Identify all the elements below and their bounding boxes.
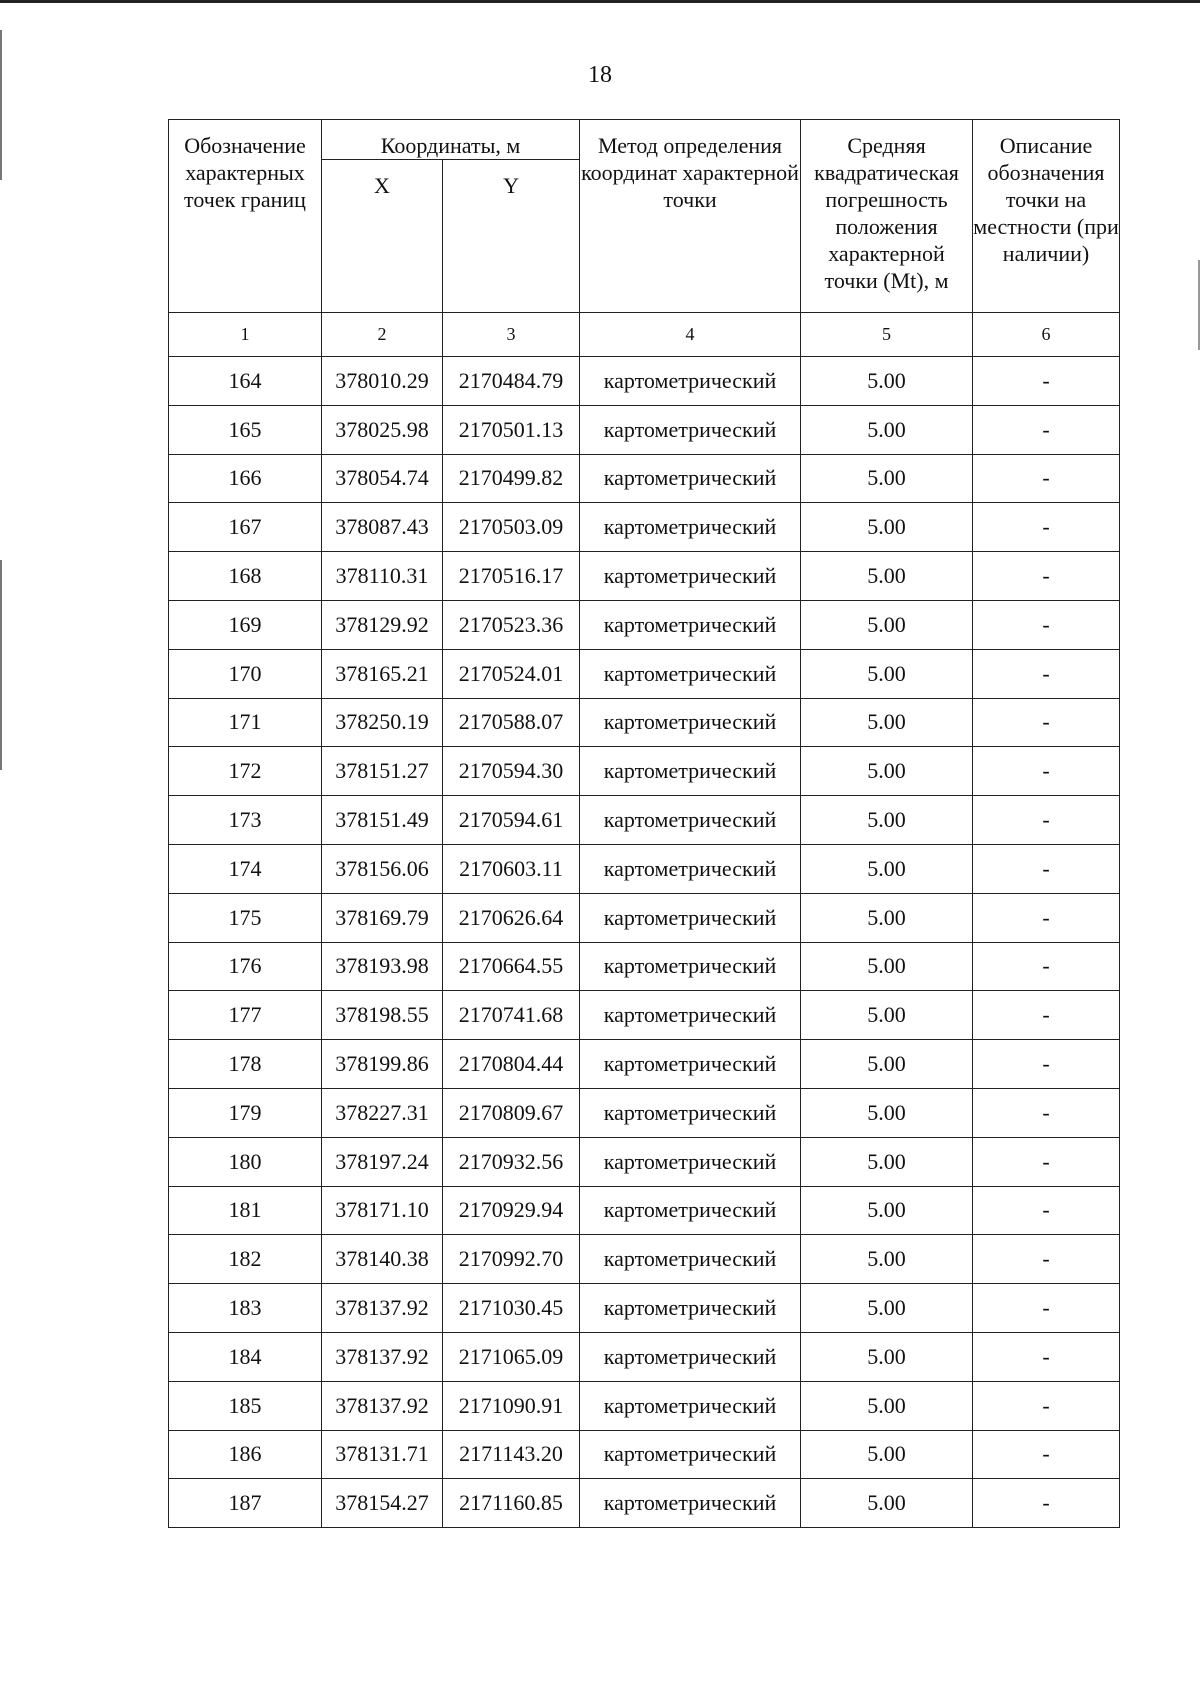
table-row [169,649,1120,698]
cell-point: 172 [169,747,322,796]
cell-description: - [973,942,1120,991]
cell-point: 170 [169,649,322,698]
cell-description: - [973,1381,1120,1430]
table-row [169,991,1120,1040]
header-description: Описание обозначения точки на местности (при наличии) [973,120,1120,313]
cell-method: картометрический [580,405,801,454]
cell-description: - [973,1088,1120,1137]
column-number: 4 [580,313,801,357]
cell-error: 5.00 [801,747,973,796]
column-number: 2 [322,313,443,357]
cell-description: - [973,991,1120,1040]
cell-method: картометрический [580,357,801,406]
cell-description: - [973,1332,1120,1381]
cell-description: - [973,747,1120,796]
cell-error: 5.00 [801,552,973,601]
cell-point: 173 [169,796,322,845]
cell-point: 183 [169,1284,322,1333]
cell-y: 2170741.68 [443,991,580,1040]
cell-description: - [973,1186,1120,1235]
cell-method: картометрический [580,942,801,991]
cell-y: 2170992.70 [443,1235,580,1284]
cell-x: 378193.98 [322,942,443,991]
header-method: Метод определения координат характерной точки [580,120,801,313]
cell-y: 2171143.20 [443,1430,580,1479]
table-row [169,1186,1120,1235]
cell-error: 5.00 [801,357,973,406]
column-number: 3 [443,313,580,357]
scan-edge-mark [0,560,2,770]
cell-error: 5.00 [801,649,973,698]
cell-error: 5.00 [801,454,973,503]
cell-method: картометрический [580,991,801,1040]
cell-description: - [973,552,1120,601]
cell-point: 164 [169,357,322,406]
cell-method: картометрический [580,893,801,942]
table-row [169,357,1120,406]
cell-x: 378087.43 [322,503,443,552]
cell-y: 2170929.94 [443,1186,580,1235]
cell-point: 176 [169,942,322,991]
cell-x: 378140.38 [322,1235,443,1284]
cell-description: - [973,454,1120,503]
cell-error: 5.00 [801,1479,973,1528]
cell-method: картометрический [580,1284,801,1333]
cell-x: 378154.27 [322,1479,443,1528]
cell-y: 2170588.07 [443,698,580,747]
cell-error: 5.00 [801,503,973,552]
table-row [169,600,1120,649]
cell-method: картометрический [580,1479,801,1528]
table-row [169,1479,1120,1528]
cell-x: 378131.71 [322,1430,443,1479]
table-row [169,698,1120,747]
column-number-row [169,313,1120,357]
cell-method: картометрический [580,649,801,698]
cell-description: - [973,405,1120,454]
cell-error: 5.00 [801,405,973,454]
cell-method: картометрический [580,1186,801,1235]
cell-x: 378129.92 [322,600,443,649]
cell-error: 5.00 [801,1040,973,1089]
table-row [169,503,1120,552]
cell-error: 5.00 [801,1332,973,1381]
cell-x: 378137.92 [322,1381,443,1430]
cell-y: 2170484.79 [443,357,580,406]
cell-error: 5.00 [801,1430,973,1479]
cell-method: картометрический [580,454,801,503]
cell-point: 187 [169,1479,322,1528]
cell-point: 171 [169,698,322,747]
cell-error: 5.00 [801,796,973,845]
cell-y: 2170809.67 [443,1088,580,1137]
cell-point: 179 [169,1088,322,1137]
top-border-line [0,0,1200,3]
cell-method: картометрический [580,1088,801,1137]
table-row [169,1430,1120,1479]
cell-point: 181 [169,1186,322,1235]
cell-y: 2170501.13 [443,405,580,454]
cell-description: - [973,844,1120,893]
cell-y: 2171160.85 [443,1479,580,1528]
cell-description: - [973,1479,1120,1528]
cell-error: 5.00 [801,1235,973,1284]
cell-y: 2170499.82 [443,454,580,503]
cell-x: 378137.92 [322,1332,443,1381]
cell-x: 378137.92 [322,1284,443,1333]
scan-edge-mark [0,30,2,180]
cell-description: - [973,698,1120,747]
cell-method: картометрический [580,796,801,845]
table-row [169,1040,1120,1089]
cell-y: 2170594.30 [443,747,580,796]
cell-method: картометрический [580,1430,801,1479]
cell-error: 5.00 [801,991,973,1040]
cell-point: 185 [169,1381,322,1430]
column-number: 6 [973,313,1120,357]
cell-description: - [973,1235,1120,1284]
cell-point: 178 [169,1040,322,1089]
cell-y: 2170503.09 [443,503,580,552]
cell-method: картометрический [580,1332,801,1381]
cell-x: 378165.21 [322,649,443,698]
cell-y: 2170932.56 [443,1137,580,1186]
cell-point: 180 [169,1137,322,1186]
cell-x: 378054.74 [322,454,443,503]
cell-point: 184 [169,1332,322,1381]
cell-x: 378227.31 [322,1088,443,1137]
cell-y: 2171065.09 [443,1332,580,1381]
cell-y: 2170664.55 [443,942,580,991]
cell-point: 167 [169,503,322,552]
column-number: 5 [801,313,973,357]
table-row [169,552,1120,601]
cell-method: картометрический [580,698,801,747]
cell-error: 5.00 [801,1137,973,1186]
table-header [169,120,1120,313]
table-row [169,454,1120,503]
cell-error: 5.00 [801,698,973,747]
cell-description: - [973,893,1120,942]
table-row [169,747,1120,796]
cell-error: 5.00 [801,1284,973,1333]
cell-point: 169 [169,600,322,649]
table-row [169,796,1120,845]
cell-point: 165 [169,405,322,454]
cell-y: 2171030.45 [443,1284,580,1333]
cell-x: 378025.98 [322,405,443,454]
table-row [169,405,1120,454]
cell-point: 182 [169,1235,322,1284]
cell-method: картометрический [580,844,801,893]
column-number: 1 [169,313,322,357]
cell-description: - [973,1284,1120,1333]
cell-y: 2171090.91 [443,1381,580,1430]
table-row [169,1088,1120,1137]
cell-method: картометрический [580,1137,801,1186]
header-x: X [322,160,443,313]
header-designation: Обозначение характерных точек границ [169,120,322,313]
cell-point: 175 [169,893,322,942]
cell-error: 5.00 [801,1186,973,1235]
cell-description: - [973,357,1120,406]
cell-method: картометрический [580,503,801,552]
header-y: Y [443,160,580,313]
cell-x: 378197.24 [322,1137,443,1186]
cell-x: 378199.86 [322,1040,443,1089]
table-body [169,313,1120,1528]
cell-description: - [973,503,1120,552]
page-number: 18 [588,62,612,88]
cell-method: картометрический [580,747,801,796]
cell-error: 5.00 [801,1088,973,1137]
table-row [169,1381,1120,1430]
cell-description: - [973,796,1120,845]
cell-description: - [973,649,1120,698]
cell-point: 177 [169,991,322,1040]
cell-x: 378250.19 [322,698,443,747]
cell-y: 2170523.36 [443,600,580,649]
cell-method: картометрический [580,1381,801,1430]
cell-x: 378151.27 [322,747,443,796]
cell-y: 2170804.44 [443,1040,580,1089]
cell-y: 2170594.61 [443,796,580,845]
cell-point: 174 [169,844,322,893]
cell-point: 168 [169,552,322,601]
header-error: Средняя квадратическая погрешность положения характерной точки (Mt), м [801,120,973,313]
cell-error: 5.00 [801,1381,973,1430]
header-coordinates: Координаты, м [322,120,580,160]
table-row [169,1235,1120,1284]
cell-x: 378198.55 [322,991,443,1040]
cell-point: 186 [169,1430,322,1479]
cell-description: - [973,1137,1120,1186]
cell-description: - [973,1430,1120,1479]
cell-error: 5.00 [801,942,973,991]
cell-y: 2170626.64 [443,893,580,942]
cell-point: 166 [169,454,322,503]
cell-method: картометрический [580,600,801,649]
table-row [169,1332,1120,1381]
table-row [169,844,1120,893]
table-row [169,942,1120,991]
cell-error: 5.00 [801,844,973,893]
coordinates-table [168,119,1120,1528]
cell-x: 378171.10 [322,1186,443,1235]
cell-method: картометрический [580,1040,801,1089]
cell-description: - [973,600,1120,649]
cell-x: 378110.31 [322,552,443,601]
cell-error: 5.00 [801,600,973,649]
cell-y: 2170524.01 [443,649,580,698]
cell-x: 378151.49 [322,796,443,845]
table-row [169,1137,1120,1186]
cell-x: 378010.29 [322,357,443,406]
cell-x: 378156.06 [322,844,443,893]
cell-y: 2170603.11 [443,844,580,893]
table-row [169,893,1120,942]
table-row [169,1284,1120,1333]
cell-description: - [973,1040,1120,1089]
cell-method: картометрический [580,1235,801,1284]
cell-y: 2170516.17 [443,552,580,601]
cell-x: 378169.79 [322,893,443,942]
cell-error: 5.00 [801,893,973,942]
cell-method: картометрический [580,552,801,601]
